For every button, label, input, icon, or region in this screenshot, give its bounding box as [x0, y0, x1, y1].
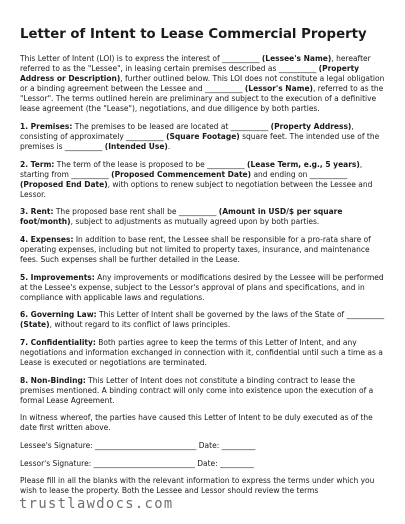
- intro-text: This Letter of Intent (LOI) is to express the interest of __________: [20, 54, 262, 63]
- section-text: , starting from __________: [20, 159, 363, 179]
- document-body: [20, 54, 388, 504]
- section-text: .: [167, 142, 171, 152]
- lease-term-placeholder: (Lease Term, e.g., 5 years): [247, 159, 360, 169]
- section-heading: 4. Expenses:: [20, 234, 74, 244]
- section-heading: 6. Governing Law:: [20, 310, 97, 320]
- rent-amount-placeholder: (Amount in USD/$ per square foot/month): [20, 207, 343, 227]
- section-text: The proposed base rent shall be __________: [53, 207, 219, 217]
- section-text: The premises to be leased are located at __________: [72, 121, 271, 131]
- section-heading: 1. Premises:: [20, 121, 73, 131]
- section-heading: 2. Term:: [20, 159, 55, 169]
- section-text: This Letter of Intent shall be governed by the laws of the State of __________: [96, 310, 385, 320]
- document-title: Letter of Intent to Lease Commercial Property: [20, 27, 367, 42]
- non-binding-section: [20, 376, 388, 406]
- section-heading: 8. Non-Binding:: [20, 375, 86, 385]
- section-heading: 3. Rent:: [20, 207, 54, 217]
- term-section: [20, 160, 388, 200]
- lessor-signature-line: Lessor's Signature: ___________________________ Date: _________: [20, 458, 254, 468]
- section-text: and ending on __________: [251, 169, 348, 179]
- intro-paragraph: [20, 54, 388, 115]
- section-text: Both parties agree to keep the terms of this Letter of Intent, and any negotiations and information exchanged in connection with it, confidential until such a time as a Lease is executed or negotiations are terminated.: [20, 337, 383, 368]
- section-text: , without regard to its conflict of laws principles.: [49, 320, 231, 330]
- improvements-section: [20, 273, 388, 303]
- commencement-date-placeholder: (Proposed Commencement Date): [111, 169, 252, 179]
- section-text: In addition to base rent, the Lessee shall be responsible for a pro-rata share of operating expenses, including but not limited to property taxes, insurance, and maintenance fees. Such expenses shall be further detailed in the Lease.: [20, 234, 371, 265]
- square-footage-placeholder: (Square Footage): [166, 132, 240, 142]
- end-date-placeholder: (Proposed End Date): [20, 179, 108, 189]
- section-heading: 5. Improvements:: [20, 272, 95, 282]
- property-address-placeholder: (Property Address): [270, 121, 352, 131]
- section-text: Any improvements or modifications desired by the Lessee will be performed at the Lessee's expense, subject to the Lessor's approval of plans and specifications, and in compliance with applicable laws and regulations.: [20, 272, 384, 302]
- confidentiality-section: [20, 338, 388, 368]
- section-text: , consisting of approximately __________: [20, 121, 354, 142]
- instructions-paragraph: Please fill in all the blanks with the relevant information to express the terms under which you wish to lease the property. Both the Lessee and Lessor should review the terms: [20, 476, 375, 496]
- property-description-placeholder: (Property Address or Description): [20, 64, 360, 84]
- section-text: , with options to renew subject to negotiation between the Lessee and Lessor.: [20, 179, 373, 199]
- expenses-section: [20, 235, 388, 265]
- section-text: , subject to adjustments as mutually agreed upon by both parties.: [70, 217, 320, 227]
- watermark-text: trustlawdocs.com: [19, 496, 174, 512]
- intro-text: , further outlined below. This LOI does not constitute a legal obligation or a binding agreement between the Lessee and __________: [20, 74, 385, 94]
- section-heading: 7. Confidentiality:: [20, 337, 96, 347]
- section-text: The term of the lease is proposed to be __________: [54, 159, 248, 169]
- section-text: This Letter of Intent does not constitute a binding contract to lease the premises mentioned. A binding contract will only come into existence upon the execution of a formal Lease Agreement.: [20, 375, 374, 405]
- state-placeholder: (State): [20, 320, 50, 330]
- lessor-name-placeholder: (Lessor's Name): [244, 84, 313, 94]
- lessee-signature-line: Lessee's Signature: ___________________________ Date: _________: [20, 440, 256, 450]
- intended-use-placeholder: (Intended Use): [104, 142, 168, 152]
- lessee-name-placeholder: (Lessee's Name): [261, 54, 332, 63]
- rent-section: [20, 207, 388, 227]
- witness-paragraph: In witness whereof, the parties have caused this Letter of Intent to be duly executed as of the date first written above.: [20, 413, 373, 433]
- intro-text: , referred to as the "Lessor". The terms outlined herein are preliminary and subject to the execution of a definitive lease agreement (the "Lease"), negotiations, and due diligence by both parties.: [20, 84, 384, 114]
- intro-text: , hereafter referred to as the "Lessee", in leasing certain premises described as __________: [20, 54, 371, 74]
- governing-law-section: [20, 310, 388, 330]
- section-text: square feet. The intended use of the premises is __________: [20, 132, 380, 152]
- premises-section: [20, 122, 388, 152]
